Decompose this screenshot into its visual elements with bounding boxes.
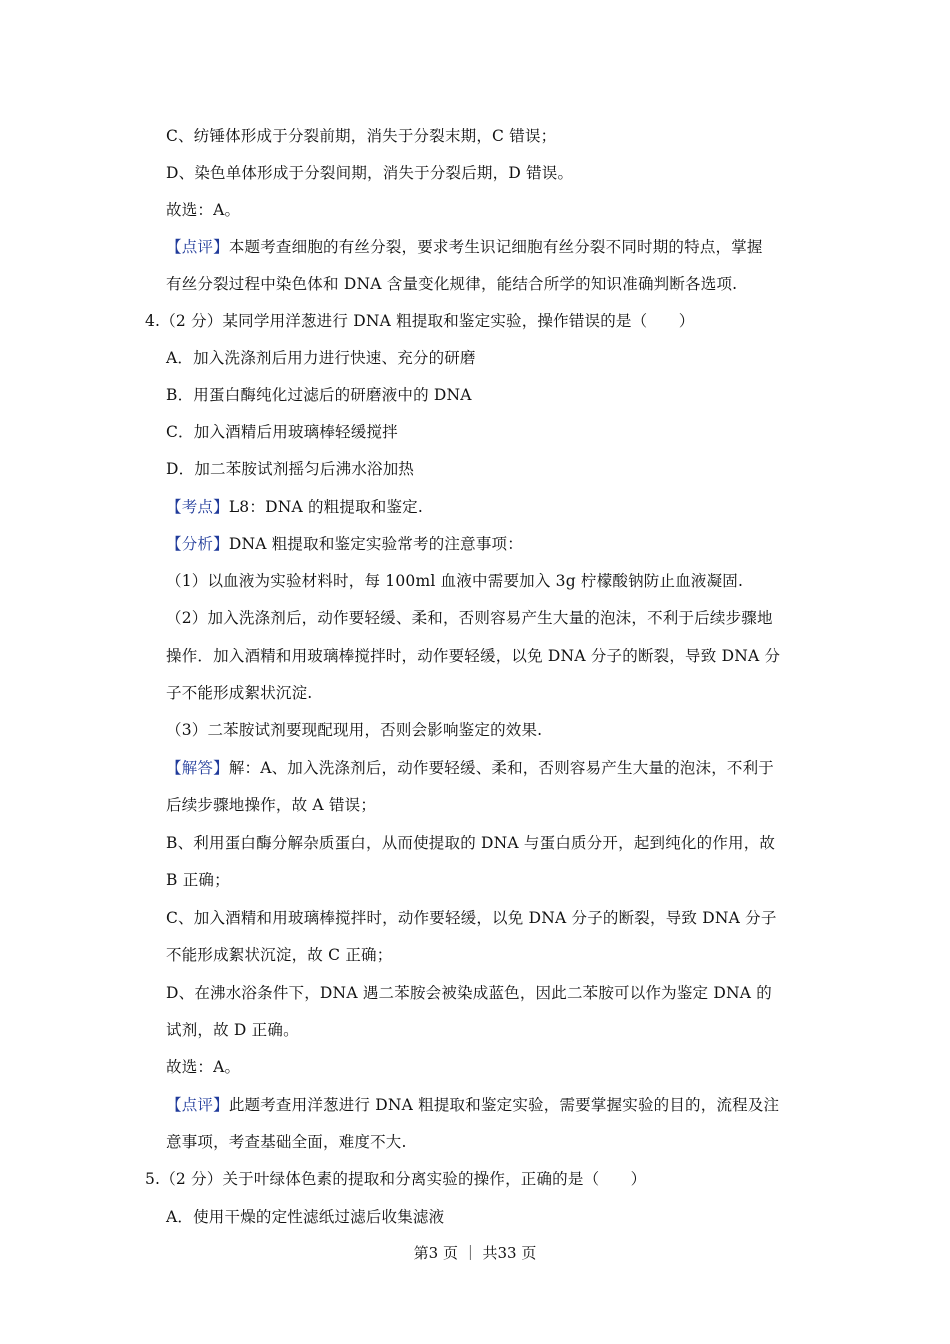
q3-comment-line — [166, 236, 763, 258]
q4-note-3: （3）二苯胺试剂要现配现用，否则会影响鉴定的效果. — [166, 721, 543, 739]
page-footer: 第3 页 ｜ 共33 页 — [413, 1244, 537, 1262]
comment-tag: 【点评】 — [166, 238, 229, 256]
q3-option-c-analysis: C、纺锤体形成于分裂前期，消失于分裂末期，C 错误； — [166, 127, 557, 145]
q4-analysis-d-line-1: D、在沸水浴条件下，DNA 遇二苯胺会被染成蓝色，因此二苯胺可以作为鉴定 DNA 的 — [166, 984, 772, 1002]
q4-option-b: B．用蛋白酶纯化过滤后的研磨液中的 DNA — [166, 386, 472, 404]
q4-stem: 4.（2 分）某同学用洋葱进行 DNA 粗提取和鉴定实验，操作错误的是（ ） — [145, 312, 695, 330]
jieda-tag: 【解答】 — [166, 759, 229, 777]
comment-tag: 【点评】 — [166, 1096, 229, 1114]
q4-note-2-line-2: 操作．加入酒精和用玻璃棒搅拌时，动作要轻缓，以免 DNA 分子的断裂，导致 DNA 分 — [166, 647, 781, 665]
q4-note-2-line-1: （2）加入洗涤剂后，动作要轻缓、柔和，否则容易产生大量的泡沫，不利于后续步骤地 — [166, 609, 773, 627]
q4-analysis-d-line-2: 试剂，故 D 正确。 — [166, 1021, 299, 1039]
kaodian-tag: 【考点】 — [166, 498, 229, 516]
q4-kaodian — [166, 496, 423, 518]
q4-note-1: （1）以血液为实验材料时，每 100ml 血液中需要加入 3g 柠檬酸钠防止血液凝固. — [166, 572, 744, 590]
fenxi-tag: 【分析】 — [166, 535, 229, 553]
q5-stem: 5.（2 分）关于叶绿体色素的提取和分离实验的操作，正确的是（ ） — [145, 1170, 647, 1188]
q3-comment-line-2: 有丝分裂过程中染色体和 DNA 含量变化规律，能结合所学的知识准确判断各选项. — [166, 275, 738, 293]
q4-analysis-b-line-1: B、利用蛋白酶分解杂质蛋白，从而使提取的 DNA 与蛋白质分开，起到纯化的作用，故 — [166, 834, 776, 852]
kaodian-text: L8：DNA 的粗提取和鉴定. — [228, 498, 424, 516]
q4-note-2-line-3: 子不能形成絮状沉淀. — [166, 684, 313, 702]
q3-option-d-analysis: D、染色单体形成于分裂间期，消失于分裂后期，D 错误。 — [166, 164, 574, 182]
q4-answer: 故选：A。 — [166, 1058, 241, 1076]
q4-jieda-line-2: 后续步骤地操作，故 A 错误； — [166, 796, 377, 814]
q4-fenxi — [166, 533, 523, 555]
q4-comment-line-2: 意事项，考查基础全面，难度不大. — [166, 1133, 407, 1151]
q5-option-a: A．使用干燥的定性滤纸过滤后收集滤液 — [166, 1208, 445, 1226]
q4-comment — [166, 1094, 779, 1116]
q4-jieda — [166, 757, 774, 779]
q3-comment-text: 本题考查细胞的有丝分裂，要求考生识记细胞有丝分裂不同时期的特点，掌握 — [228, 238, 763, 256]
q4-option-d: D．加二苯胺试剂摇匀后沸水浴加热 — [166, 460, 415, 478]
q4-option-c: C．加入酒精后用玻璃棒轻缓搅拌 — [166, 423, 398, 441]
q4-analysis-c-line-1: C、加入酒精和用玻璃棒搅拌时，动作要轻缓，以免 DNA 分子的断裂，导致 DNA 分子 — [166, 909, 777, 927]
q4-option-a: A．加入洗涤剂后用力进行快速、充分的研磨 — [166, 349, 476, 367]
q4-analysis-b-line-2: B 正确； — [166, 871, 230, 889]
q3-answer: 故选：A。 — [166, 201, 241, 219]
q4-comment-text: 此题考查用洋葱进行 DNA 粗提取和鉴定实验，需要掌握实验的目的，流程及注 — [228, 1096, 780, 1114]
q4-analysis-c-line-2: 不能形成絮状沉淀，故 C 正确； — [166, 946, 393, 964]
jieda-text: 解：A、加入洗涤剂后，动作要轻缓、柔和，否则容易产生大量的泡沫，不利于 — [228, 759, 775, 777]
fenxi-text: DNA 粗提取和鉴定实验常考的注意事项： — [228, 535, 523, 553]
